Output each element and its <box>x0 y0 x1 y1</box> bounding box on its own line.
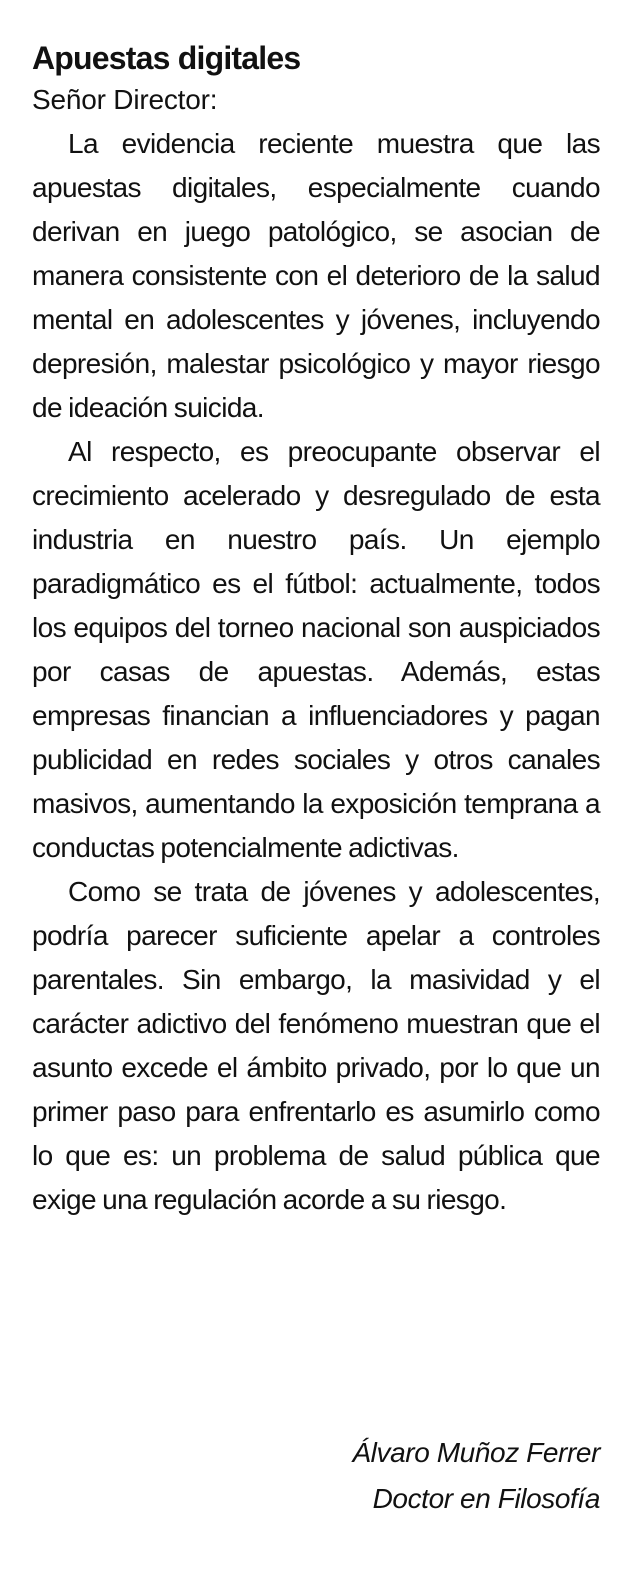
letter-to-editor <box>32 38 600 1222</box>
letter-paragraph: La evidencia reciente muestra que las apuestas digitales, especialmente cuando derivan en juego patológico, se asocian de manera consistente con el deterioro de la salud mental en adolescentes y jóvenes, incluyendo depresión, malestar psicológico y mayor riesgo de ideación suicida. <box>32 128 600 423</box>
letter-paragraph: Al respecto, es preocupante observar el crecimiento acelerado y desregulado de esta industria en nuestro país. Un ejemplo paradigmático es el fútbol: actualmente, todos los equipos del torneo nacional son auspiciados por casas de apuestas. Además, estas empresas financian a influenciadores y pagan publicidad en redes sociales y otros canales masivos, aumentando la exposición temprana a conductas potencialmente adictivas. <box>32 436 600 863</box>
author-name: Álvaro Muñoz Ferrer <box>352 1437 600 1468</box>
letter-signature <box>352 1430 600 1522</box>
letter-headline: Apuestas digitales <box>32 40 301 76</box>
letter-paragraph: Como se trata de jóvenes y adolescentes, podría parecer suficiente apelar a controles parentales. Sin embargo, la masividad y el carácter adictivo del fenómeno muestran que el asunto excede el ámbito privado, por lo que un primer paso para enfrentarlo es asumirlo como lo que es: un problema de salud pública que exige una regulación acorde a su riesgo. <box>32 876 600 1215</box>
author-title: Doctor en Filosofía <box>372 1483 600 1514</box>
letter-salutation: Señor Director: <box>32 84 218 115</box>
